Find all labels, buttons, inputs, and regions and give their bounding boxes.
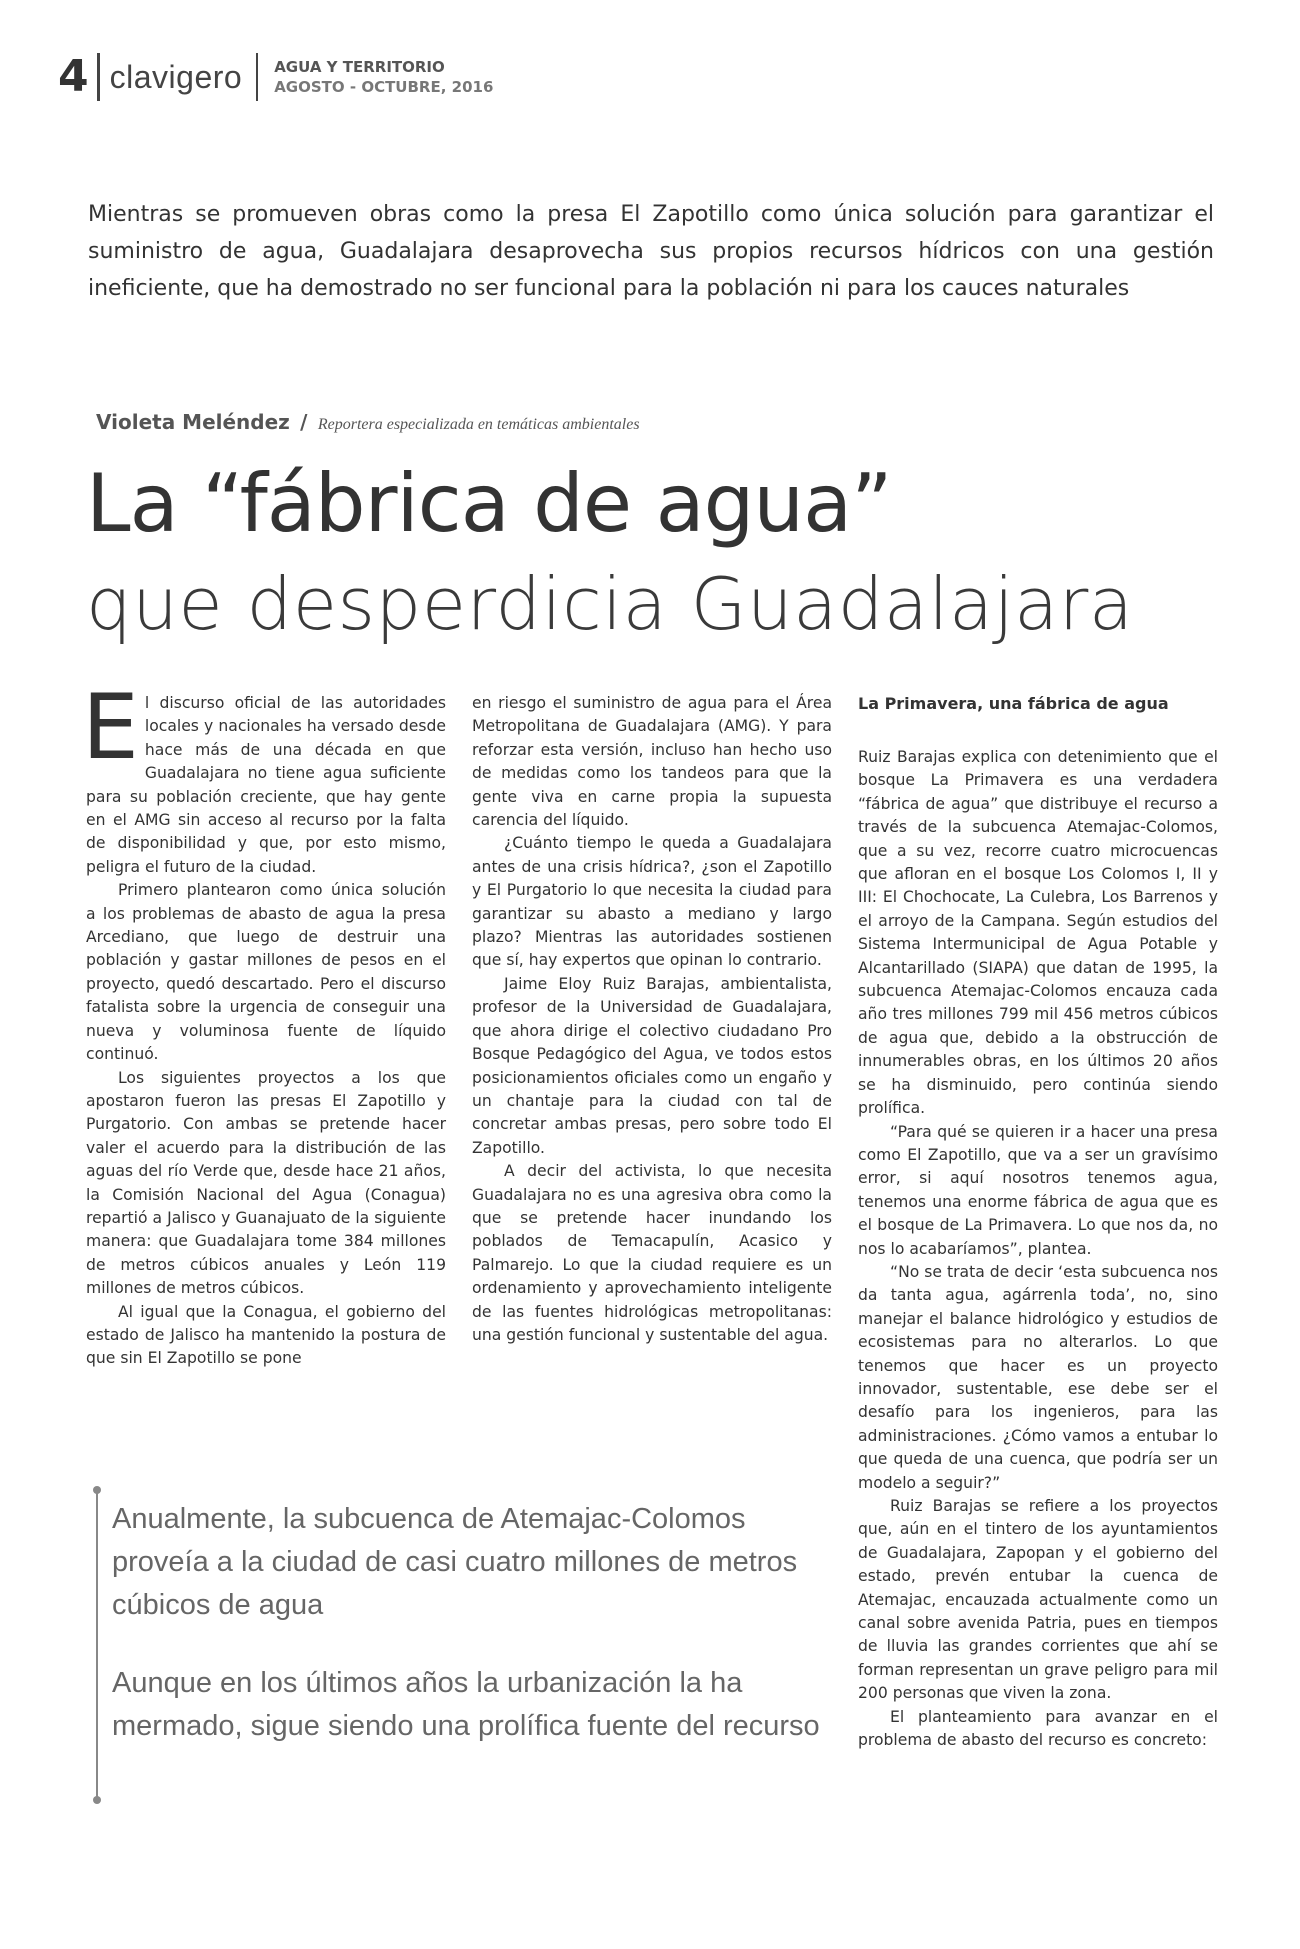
- page-number: 4: [58, 51, 89, 102]
- body-paragraph: “No se trata de decir ‘esta subcuenca nos da tanta agua, agárrenla toda’, no, sino manejar el balance hidrológico y estudios de ecosistemas para no alterarlos. Lo que tenemos que hacer es un proyecto innovador, sustentable, ese debe ser el desafío para los ingenieros, para las administraciones. ¿Cómo vamos a entubar lo que queda de una cuenca, que podría ser un modelo a seguir?”: [858, 1262, 1218, 1492]
- page-header: [58, 50, 493, 104]
- pull-quote-text: Anualmente, la subcuenca de Atemajac-Colomos proveía a la ciudad de casi cuatro millones de metros cúbicos de agua: [112, 1503, 798, 1621]
- body-paragraph: “Para qué se quieren ir a hacer una presa como El Zapotillo, que va a ser un gravísimo error, si aquí nosotros tenemos agua, tenemos una enorme fábrica de agua que es el bosque de La Primavera. Lo que nos da, no nos lo acabaríamos”, plantea.: [858, 1122, 1218, 1258]
- pull-quote: [96, 1490, 836, 1800]
- magazine-name: clavigero: [109, 58, 243, 95]
- body-column-2: [472, 692, 832, 1347]
- issue-date: AGOSTO - OCTUBRE, 2016: [274, 78, 494, 96]
- body-paragraph: Ruiz Barajas se refiere a los proyectos que, aún en el tintero de los ayuntamientos de Guadalajara, Zapopan y el gobierno del estado, prevén entubar la cuenca de Atemajac, encauzada actualmente como un canal sobre avenida Patria, pues en tiempos de lluvia las grandes corrientes que ahí se forman representan un grave peligro para mil 200 personas que viven la zona.: [858, 1497, 1218, 1703]
- section-name: AGUA Y TERRITORIO: [274, 57, 445, 76]
- drop-cap: E: [82, 675, 139, 780]
- article-subtitle: que desperdicia Guadalajara: [86, 562, 1134, 646]
- body-paragraph: El discurso oficial de las autoridades locales y nacionales ha versado desde hace más de una década en que Guadalajara no tiene agua suficiente para su población creciente, que hay gente en el AMG sin acceso al recurso por la falta de disponibilidad y que, por esto mismo, peligra el futuro de la ciudad.: [82, 675, 446, 876]
- body-paragraph: El planteamiento para avanzar en el problema de abasto del recurso es concreto:: [858, 1707, 1218, 1750]
- body-paragraph: Jaime Eloy Ruiz Barajas, ambientalista, profesor de la Universidad de Guadalajara, que ahora dirige el colectivo ciudadano Pro Bosque Pedagógico del Agua, ve todos estos posicionamientos oficiales como un engaño y un chantaje para la ciudad con tal de concretar ambas presas, pero sobre todo El Zapotillo.: [472, 974, 832, 1157]
- section-subhead: La Primavera, una fábrica de agua: [858, 694, 1169, 713]
- pull-quote-text: Aunque en los últimos años la urbanización la ha mermado, sigue siendo una prolífica fuente del recurso: [112, 1667, 820, 1742]
- pull-quote-dot: [93, 1796, 101, 1804]
- pull-quote-rule: [96, 1490, 98, 1800]
- author-name: Violeta Meléndez: [96, 410, 290, 434]
- header-divider: [256, 53, 258, 101]
- body-column-3: [858, 692, 1218, 1752]
- body-paragraph: Los siguientes proyectos a los que apostaron fueron las presas El Zapotillo y Purgatorio. Con ambas se pretende hacer valer el acuerdo para la distribución de las aguas del río Verde que, desde hace 21 años, la Comisión Nacional del Agua (Conagua) repartió a Jalisco y Guanajuato de la siguiente manera: que Guadalajara tome 384 millones de metros cúbicos anuales y León 119 millones de metros cúbicos.: [86, 1068, 446, 1298]
- body-paragraph: Al igual que la Conagua, el gobierno del estado de Jalisco ha mantenido la postura de que sin El Zapotillo se pone: [86, 1302, 446, 1368]
- header-divider: [97, 53, 100, 101]
- body-paragraph: Ruiz Barajas explica con detenimiento que el bosque La Primavera es una verdadera “fábrica de agua” que distribuye el recurso a través de la subcuenca Atemajac-Colomos, que a su vez, recorre cuatro microcuencas que afloran en el bosque Los Colomos I, II y III: El Chochocate, La Culebra, Los Barrenos y el arroyo de la Campana. Según estudios del Sistema Intermunicipal de Agua Potable y Alcantarillado (SIAPA) que datan de 1995, la subcuenca Atemajac-Colomos encauza cada año tres millones 799 mil 456 metros cúbicos de agua que, debido a la obstrucción de innumerables obras, en los últimos 20 años se ha disminuido, pero continúa siendo prolífica.: [858, 748, 1218, 1118]
- body-paragraph: en riesgo el suministro de agua para el Área Metropolitana de Guadalajara (AMG). Y para reforzar esta versión, incluso han hecho uso de medidas como los tandeos para que la gente viva en carne propia la supuesta carencia del líquido.: [472, 694, 832, 830]
- article-intro: Mientras se promueven obras como la presa El Zapotillo como única solución para garantizar el suministro de agua, Guadalajara desaprovecha sus propios recursos hídricos con una gestión ineficiente, que ha demostrado no ser funcional para la población ni para los cauces naturales: [88, 202, 1214, 301]
- byline-separator: /: [300, 410, 308, 434]
- body-column-1: [82, 675, 446, 1371]
- byline: [96, 410, 640, 434]
- issue-meta: [274, 57, 493, 98]
- body-paragraph: Primero plantearon como única solución a los problemas de abasto de agua la presa Arcediano, que luego de destruir una población y gastar millones de pesos en el proyecto, quedó descartado. Pero el discurso fatalista sobre la urgencia de conseguir una nueva y voluminosa fuente de líquido continuó.: [86, 881, 446, 1064]
- pull-quote-dot: [93, 1486, 101, 1494]
- author-role: Reportera especializada en temáticas ambientales: [317, 416, 640, 433]
- article-title: La “fábrica de agua”: [86, 457, 892, 550]
- body-paragraph: ¿Cuánto tiempo le queda a Guadalajara antes de una crisis hídrica?, ¿son el Zapotillo y El Purgatorio lo que necesita la ciudad para garantizar su abasto a mediano y largo plazo? Mientras las autoridades sostienen que sí, hay expertos que opinan lo contrario.: [472, 834, 832, 970]
- body-paragraph: A decir del activista, lo que necesita Guadalajara no es una agresiva obra como la que se pretende hacer inundando los poblados de Temacapulín, Acasico y Palmarejo. Lo que la ciudad requiere es un ordenamiento y aprovechamiento inteligente de las fuentes hidrológicas metropolitanas: una gestión funcional y sustentable del agua.: [472, 1162, 832, 1344]
